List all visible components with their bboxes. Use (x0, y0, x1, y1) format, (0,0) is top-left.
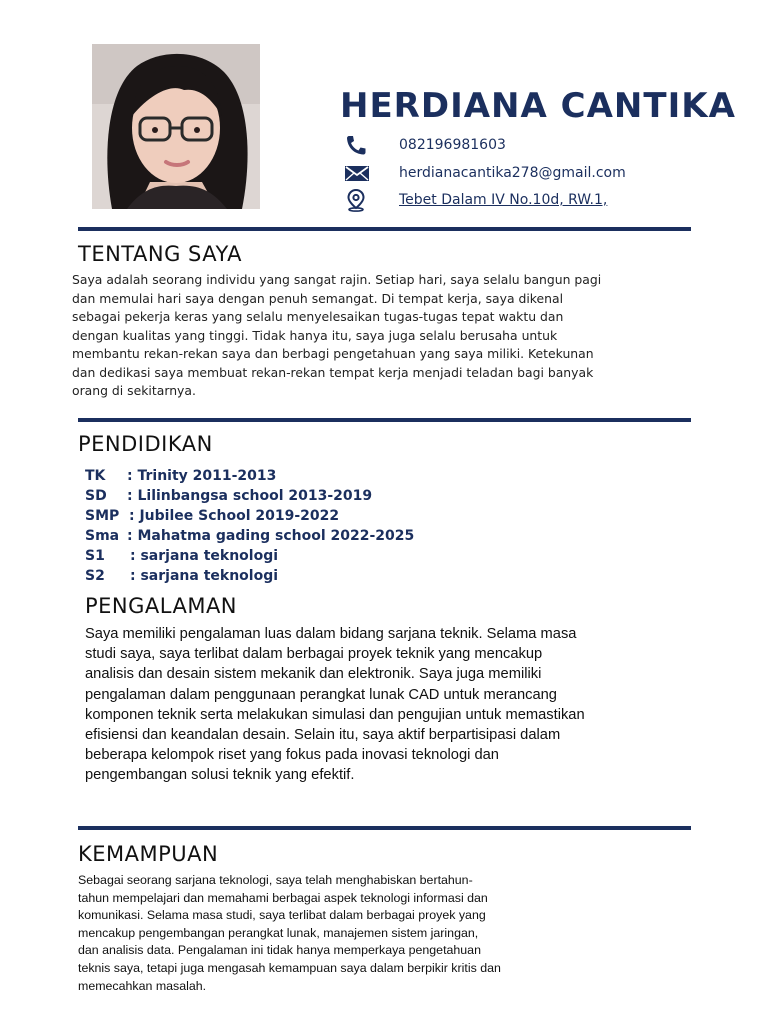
experience-line: studi saya, saya terlibat dalam berbagai proyek teknik yang mencakup (85, 646, 543, 663)
experience-line: komponen teknik serta melakukan simulasi dan pengujian untuk memastikan (85, 706, 585, 723)
experience-paragraph (85, 624, 615, 786)
skills-heading: KEMAMPUAN (78, 842, 219, 866)
experience-heading: PENGALAMAN (85, 594, 238, 618)
education-level: S1 (85, 548, 105, 564)
education-detail: : sarjana teknologi (130, 548, 279, 564)
section-divider (78, 227, 691, 231)
education-detail: : Mahatma gading school 2022-2025 (127, 528, 415, 544)
skills-line: teknis saya, tetapi juga mengasah kemampuan saya dalam berpikir kritis dan (78, 960, 501, 975)
education-level: S2 (85, 568, 105, 584)
skills-paragraph (78, 872, 548, 995)
experience-line: Saya memiliki pengalaman luas dalam bidang sarjana teknik. Selama masa (85, 626, 577, 642)
section-divider (78, 418, 691, 422)
experience-line: pengembangan solusi teknik yang efektif. (85, 767, 355, 784)
profile-photo (92, 44, 260, 209)
education-detail: : Jubilee School 2019-2022 (129, 508, 340, 524)
experience-line: efisiensi dan keandalan desain. Selain itu, saya aktif berpartisipasi dalam (85, 727, 561, 744)
education-level: Sma (85, 528, 120, 544)
phone-icon (344, 134, 372, 156)
education-detail: : Lilinbangsa school 2013-2019 (127, 488, 373, 504)
education-level: SD (85, 488, 107, 504)
about-line: Saya adalah seorang individu yang sangat rajin. Setiap hari, saya selalu bangun pagi (72, 272, 602, 287)
education-level: TK (85, 468, 106, 484)
about-line: membantu rekan-rekan saya dan berbagi pengetahuan yang saya miliki. Ketekunan (72, 346, 594, 361)
applicant-name: HERDIANA CANTIKA (340, 86, 736, 126)
skills-line: Sebagai seorang sarjana teknologi, saya telah menghabiskan bertahun- (78, 873, 473, 887)
education-detail: : Trinity 2011-2013 (127, 468, 277, 484)
education-heading: PENDIDIKAN (78, 432, 213, 456)
about-line: orang di sekitarnya. (72, 383, 196, 398)
skills-line: komunikasi. Selama masa studi, saya terlibat dalam berbagai proyek yang (78, 908, 486, 923)
skills-line: mencakup pengembangan perangkat lunak, manajemen sistem jaringan, (78, 925, 479, 940)
section-divider (78, 826, 691, 830)
email-address[interactable]: herdianacantika278@gmail.com (399, 165, 626, 181)
phone-number[interactable]: 082196981603 (399, 137, 506, 153)
contact-phone-row (344, 134, 506, 156)
about-line: sebagai pekerja keras yang selalu menyelesaikan tugas-tugas tepat waktu dan (72, 309, 564, 324)
education-detail: : sarjana teknologi (130, 568, 279, 584)
skills-line: memecahkan masalah. (78, 978, 207, 993)
about-heading: TENTANG SAYA (78, 242, 243, 266)
experience-line: analisis dan desain sistem mekanik dan elektronik. Saya juga memiliki (85, 666, 542, 683)
skills-line: tahun mempelajari dan memahami berbagai aspek teknologi informasi dan (78, 890, 488, 905)
portrait-illustration (92, 44, 260, 209)
about-line: dengan kualitas yang tinggi. Tidak hanya itu, saya juga selalu berusaha untuk (72, 327, 558, 343)
experience-line: pengalaman dalam penggunaan perangkat lunak CAD untuk merancang (85, 686, 557, 703)
address-link[interactable]: Tebet Dalam IV No.10d, RW.1, (399, 192, 608, 208)
location-pin-icon (344, 189, 372, 211)
contact-address-row (344, 189, 608, 211)
skills-line: dan analisis data. Pengalaman ini tidak hanya memperkaya pengetahuan (78, 943, 481, 958)
education-level: SMP (85, 508, 120, 524)
envelope-icon (344, 162, 372, 184)
about-line: dan dedikasi saya membuat rekan-rekan tempat kerja menjadi teladan bagi banyak (72, 364, 594, 380)
about-line: dan memulai hari saya dengan penuh semangat. Di tempat kerja, saya dikenal (72, 290, 564, 306)
about-paragraph (72, 271, 621, 401)
contact-email-row (344, 162, 626, 184)
experience-line: beberapa kelompok riset yang fokus pada inovasi teknologi dan (85, 747, 499, 764)
